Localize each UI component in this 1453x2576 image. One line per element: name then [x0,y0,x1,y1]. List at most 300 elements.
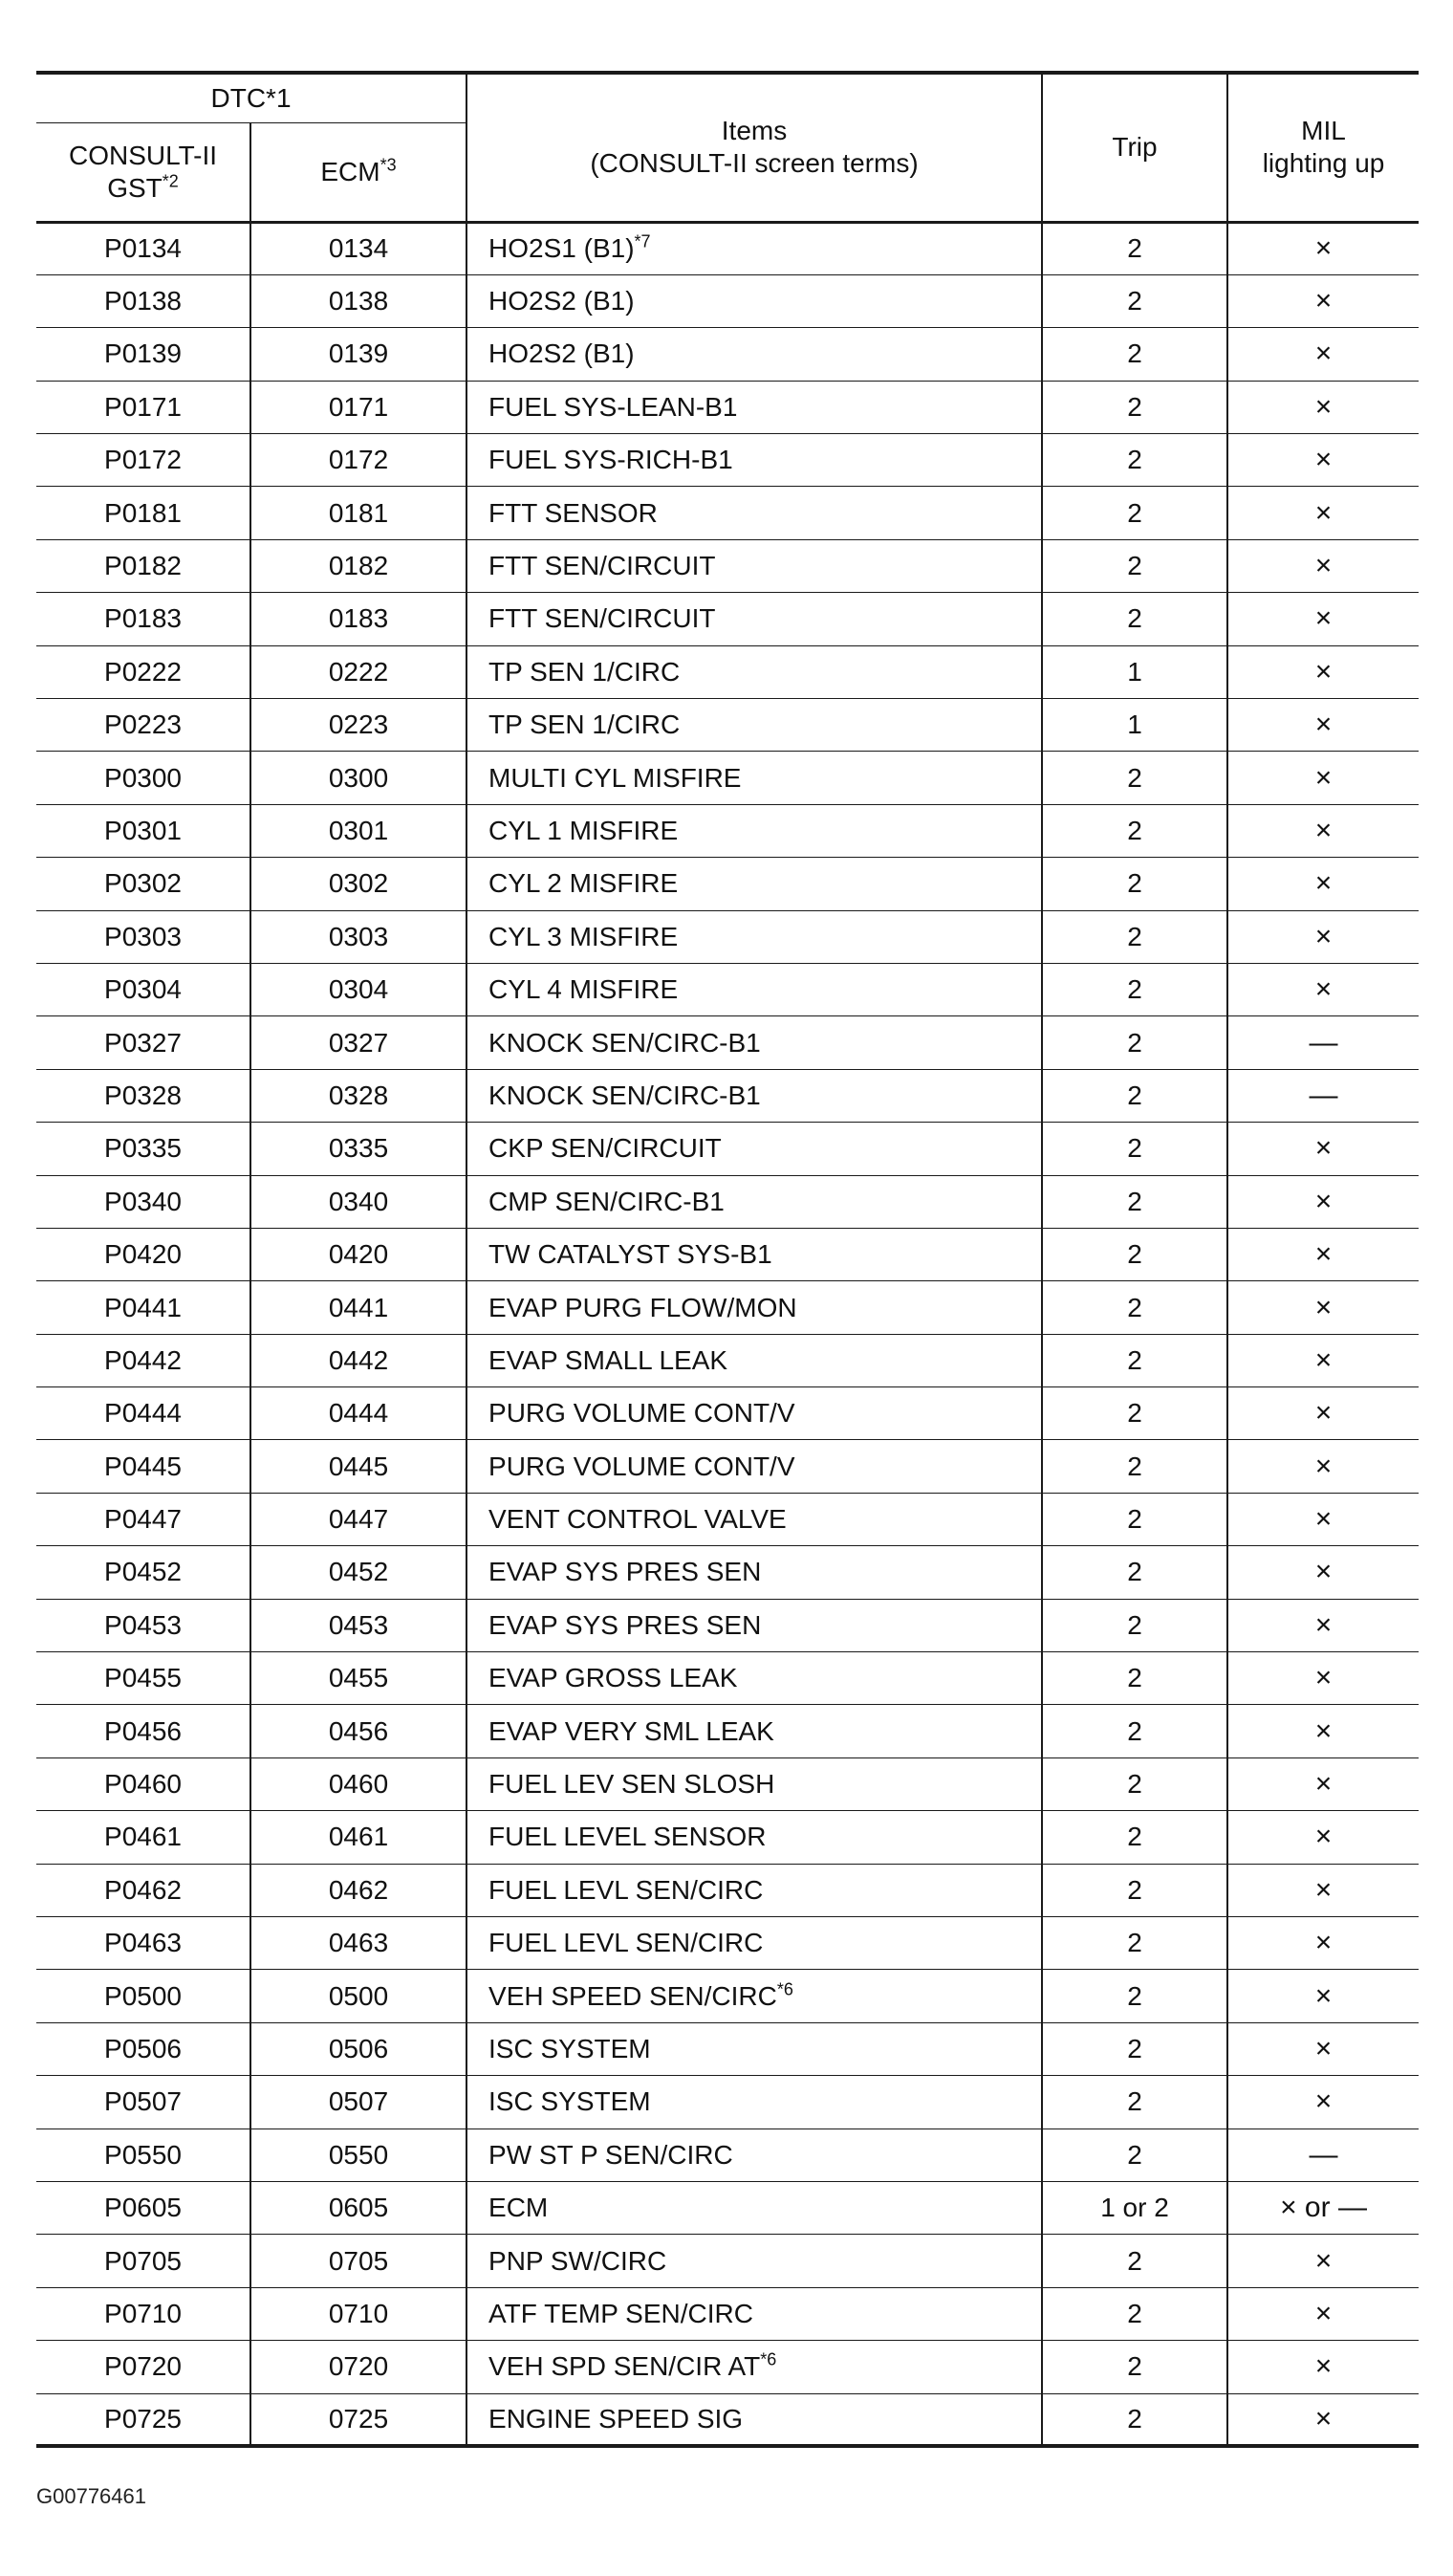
mil-indicator: × [1227,1546,1419,1599]
item-cell [466,274,1042,327]
consult-gst-code: P0506 [36,2022,250,2075]
table-row [36,328,1419,381]
consult-header-footnote: *2 [162,171,179,191]
mil-indicator: × [1227,1652,1419,1705]
mil-indicator: × [1227,963,1419,1015]
ecm-code: 0139 [250,328,466,381]
item-name: PURG VOLUME CONT/V [488,1398,795,1429]
trip-value: 2 [1042,1440,1227,1493]
consult-gst-code: P0420 [36,1228,250,1280]
item-cell [466,1387,1042,1440]
trip-value: 2 [1042,381,1227,433]
ecm-code: 0181 [250,487,466,539]
consult-gst-code: P0550 [36,2128,250,2181]
mil-indicator: × [1227,1864,1419,1916]
ecm-code: 0725 [250,2393,466,2446]
ecm-code: 0420 [250,1228,466,1280]
consult-gst-code: P0441 [36,1281,250,1334]
consult-gst-code: P0181 [36,487,250,539]
item-cell [466,2181,1042,2234]
ecm-code: 0304 [250,963,466,1015]
mil-indicator: × [1227,1970,1419,2022]
figure-code: G00776461 [36,2484,146,2508]
consult-gst-code: P0303 [36,910,250,963]
mil-indicator: × [1227,328,1419,381]
ecm-code: 0134 [250,222,466,274]
table-row [36,1228,1419,1280]
item-name: ATF TEMP SEN/CIRC [488,2298,753,2328]
trip-header: Trip [1042,73,1227,222]
consult-gst-code: P0507 [36,2076,250,2128]
mil-indicator: × [1227,2076,1419,2128]
item-name: FUEL SYS-RICH-B1 [488,445,733,475]
table-row [36,1440,1419,1493]
item-name: VENT CONTROL VALVE [488,1504,787,1535]
table-row [36,858,1419,910]
item-cell [466,1970,1042,2022]
consult-gst-code: P0720 [36,2341,250,2393]
consult-gst-code: P0452 [36,1546,250,1599]
ecm-header-footnote: *3 [380,155,397,175]
item-cell [466,1440,1042,1493]
ecm-code: 0455 [250,1652,466,1705]
table-row [36,1493,1419,1545]
table-row [36,434,1419,487]
table-row [36,2341,1419,2393]
ecm-code: 0223 [250,699,466,752]
ecm-code: 0447 [250,1493,466,1545]
item-cell [466,2235,1042,2287]
item-name: FUEL LEVL SEN/CIRC [488,1928,764,1958]
mil-indicator: × [1227,752,1419,804]
mil-indicator: × [1227,2393,1419,2446]
ecm-code: 0328 [250,1069,466,1122]
item-name: CMP SEN/CIRC-B1 [488,1186,725,1216]
ecm-code: 0452 [250,1546,466,1599]
trip-value: 2 [1042,2022,1227,2075]
table-row [36,2076,1419,2128]
ecm-code: 0462 [250,1864,466,1916]
item-name: FTT SEN/CIRCUIT [488,603,716,634]
table-row [36,645,1419,698]
consult-gst-code: P0461 [36,1811,250,1864]
trip-value: 2 [1042,1175,1227,1228]
ecm-header [250,122,466,222]
consult-gst-code: P0172 [36,434,250,487]
trip-value: 2 [1042,1387,1227,1440]
mil-indicator: × [1227,1123,1419,1175]
ecm-code: 0172 [250,434,466,487]
trip-value: 2 [1042,1917,1227,1970]
ecm-code: 0302 [250,858,466,910]
ecm-code: 0183 [250,593,466,645]
item-cell [466,222,1042,274]
trip-value: 2 [1042,1652,1227,1705]
item-cell [466,804,1042,857]
ecm-header-label: ECM [320,156,380,186]
table-row [36,699,1419,752]
trip-value: 2 [1042,804,1227,857]
item-name: EVAP PURG FLOW/MON [488,1292,797,1322]
ecm-code: 0605 [250,2181,466,2234]
trip-value: 2 [1042,910,1227,963]
mil-indicator: × [1227,645,1419,698]
mil-indicator: × [1227,1705,1419,1757]
item-name: ISC SYSTEM [488,2033,651,2063]
item-name: EVAP SYS PRES SEN [488,1557,762,1587]
trip-value: 2 [1042,858,1227,910]
trip-value: 2 [1042,1228,1227,1280]
ecm-code: 0327 [250,1016,466,1069]
ecm-code: 0301 [250,804,466,857]
consult-gst-code: P0445 [36,1440,250,1493]
item-cell [466,699,1042,752]
consult-gst-code: P0182 [36,539,250,592]
item-cell [466,593,1042,645]
trip-value: 2 [1042,963,1227,1015]
item-name: ENGINE SPEED SIG [488,2403,744,2434]
item-name: EVAP SYS PRES SEN [488,1609,762,1640]
item-cell [466,328,1042,381]
item-name: FUEL LEVL SEN/CIRC [488,1874,764,1905]
table-row [36,274,1419,327]
mil-indicator: × [1227,222,1419,274]
item-cell [466,1917,1042,1970]
item-name: HO2S2 (B1) [488,286,635,317]
item-cell [466,963,1042,1015]
mil-indicator: × [1227,1175,1419,1228]
ecm-code: 0138 [250,274,466,327]
item-name: EVAP GROSS LEAK [488,1663,738,1693]
item-cell [466,1864,1042,1916]
consult-gst-code: P0335 [36,1123,250,1175]
table-row [36,1917,1419,1970]
mil-indicator: × or — [1227,2181,1419,2234]
item-name: CYL 3 MISFIRE [488,921,679,951]
item-name: KNOCK SEN/CIRC-B1 [488,1027,761,1058]
item-cell [466,1334,1042,1386]
trip-value: 2 [1042,1016,1227,1069]
ecm-code: 0171 [250,381,466,433]
consult-gst-code: P0444 [36,1387,250,1440]
table-row [36,804,1419,857]
item-cell [466,1493,1042,1545]
item-name: CYL 2 MISFIRE [488,868,679,899]
item-cell [466,2287,1042,2340]
item-cell [466,752,1042,804]
dtc-group-header: DTC*1 [36,73,466,122]
trip-value: 2 [1042,2341,1227,2393]
table-row [36,1970,1419,2022]
trip-value: 2 [1042,1334,1227,1386]
consult-gst-code: P0138 [36,274,250,327]
table-row [36,1757,1419,1810]
ecm-code: 0445 [250,1440,466,1493]
mil-indicator: × [1227,2341,1419,2393]
mil-indicator: × [1227,910,1419,963]
trip-value: 2 [1042,752,1227,804]
consult-gst-code: P0134 [36,222,250,274]
ecm-code: 0444 [250,1387,466,1440]
trip-value: 2 [1042,1705,1227,1757]
table-row [36,2128,1419,2181]
trip-value: 2 [1042,1970,1227,2022]
mil-indicator: × [1227,1811,1419,1864]
consult-gst-code: P0710 [36,2287,250,2340]
item-cell [466,2022,1042,2075]
consult-header [36,122,250,222]
trip-value: 2 [1042,1811,1227,1864]
item-cell [466,1757,1042,1810]
item-cell [466,2393,1042,2446]
trip-value: 2 [1042,1281,1227,1334]
item-footnote: *6 [776,1979,793,1999]
item-cell [466,2128,1042,2181]
item-name: VEH SPD SEN/CIR AT [488,2351,761,2382]
trip-value: 2 [1042,1069,1227,1122]
table-header [36,73,1419,222]
mil-header-line1: MIL [1301,116,1346,146]
table-row [36,1811,1419,1864]
mil-indicator: × [1227,1228,1419,1280]
table-row [36,381,1419,433]
trip-value: 2 [1042,1123,1227,1175]
mil-indicator: × [1227,381,1419,433]
consult-gst-code: P0453 [36,1599,250,1651]
trip-value: 1 [1042,645,1227,698]
item-name: FTT SEN/CIRCUIT [488,551,716,581]
item-name: FTT SENSOR [488,497,658,528]
trip-value: 2 [1042,2235,1227,2287]
item-name: ECM [488,2193,549,2223]
ecm-code: 0222 [250,645,466,698]
mil-header [1227,73,1419,222]
mil-indicator: × [1227,1387,1419,1440]
table-row [36,963,1419,1015]
item-cell [466,645,1042,698]
mil-header-line2: lighting up [1262,148,1385,179]
consult-gst-code: P0463 [36,1917,250,1970]
consult-gst-code: P0328 [36,1069,250,1122]
item-name: FUEL LEVEL SENSOR [488,1822,767,1852]
consult-header-line1: CONSULT-II [68,140,218,170]
trip-value: 2 [1042,487,1227,539]
consult-gst-code: P0222 [36,645,250,698]
table-row [36,1387,1419,1440]
table-row [36,1281,1419,1334]
item-cell [466,2341,1042,2393]
ecm-code: 0710 [250,2287,466,2340]
consult-gst-code: P0705 [36,2235,250,2287]
trip-value: 2 [1042,328,1227,381]
ecm-code: 0335 [250,1123,466,1175]
consult-gst-code: P0223 [36,699,250,752]
ecm-code: 0441 [250,1281,466,1334]
mil-indicator: × [1227,1440,1419,1493]
trip-value: 2 [1042,274,1227,327]
item-name: TP SEN 1/CIRC [488,709,681,740]
consult-gst-code: P0139 [36,328,250,381]
mil-indicator: × [1227,804,1419,857]
mil-indicator: — [1227,1016,1419,1069]
item-name: EVAP VERY SML LEAK [488,1715,774,1746]
consult-gst-code: P0500 [36,1970,250,2022]
ecm-code: 0720 [250,2341,466,2393]
ecm-code: 0705 [250,2235,466,2287]
table-row [36,1175,1419,1228]
table-row [36,593,1419,645]
mil-indicator: × [1227,487,1419,539]
consult-gst-code: P0300 [36,752,250,804]
consult-gst-code: P0605 [36,2181,250,2234]
ecm-code: 0460 [250,1757,466,1810]
consult-gst-code: P0442 [36,1334,250,1386]
item-name: FUEL SYS-LEAN-B1 [488,391,738,422]
trip-value: 2 [1042,1493,1227,1545]
item-name: ISC SYSTEM [488,2086,651,2117]
table-row [36,1546,1419,1599]
ecm-code: 0300 [250,752,466,804]
item-name: TP SEN 1/CIRC [488,656,681,687]
ecm-code: 0507 [250,2076,466,2128]
ecm-code: 0182 [250,539,466,592]
table-row [36,539,1419,592]
item-name: FUEL LEV SEN SLOSH [488,1769,775,1800]
item-name: VEH SPEED SEN/CIRC [488,1980,777,2011]
table-row [36,2393,1419,2446]
item-cell [466,1281,1042,1334]
table-row [36,222,1419,274]
items-header-line1: Items [721,116,788,146]
mil-indicator: × [1227,1917,1419,1970]
trip-value: 1 [1042,699,1227,752]
ecm-code: 0461 [250,1811,466,1864]
trip-value: 2 [1042,1599,1227,1651]
mil-indicator: × [1227,539,1419,592]
item-cell [466,1705,1042,1757]
items-header-line2: (CONSULT-II screen terms) [590,148,919,179]
item-cell [466,1599,1042,1651]
ecm-code: 0442 [250,1334,466,1386]
table-row [36,1016,1419,1069]
mil-indicator: × [1227,699,1419,752]
mil-indicator: — [1227,1069,1419,1122]
item-name: MULTI CYL MISFIRE [488,762,742,793]
consult-gst-code: P0302 [36,858,250,910]
mil-indicator: × [1227,1757,1419,1810]
ecm-code: 0453 [250,1599,466,1651]
ecm-code: 0463 [250,1917,466,1970]
item-cell [466,858,1042,910]
item-cell [466,1123,1042,1175]
item-name: TW CATALYST SYS-B1 [488,1239,772,1270]
dtc-table [36,71,1419,2448]
table-body [36,222,1419,2446]
item-cell [466,2076,1042,2128]
consult-gst-code: P0301 [36,804,250,857]
item-name: HO2S1 (B1) [488,233,635,264]
mil-indicator: × [1227,274,1419,327]
trip-value: 2 [1042,539,1227,592]
mil-indicator: — [1227,2128,1419,2181]
consult-gst-code: P0340 [36,1175,250,1228]
mil-indicator: × [1227,858,1419,910]
item-cell [466,1016,1042,1069]
mil-indicator: × [1227,1334,1419,1386]
table-row [36,752,1419,804]
trip-value: 2 [1042,593,1227,645]
mil-indicator: × [1227,2022,1419,2075]
item-name: PURG VOLUME CONT/V [488,1451,795,1481]
mil-indicator: × [1227,1281,1419,1334]
trip-value: 2 [1042,2128,1227,2181]
item-cell [466,1175,1042,1228]
item-name: PNP SW/CIRC [488,2245,667,2276]
item-name: CYL 1 MISFIRE [488,815,679,845]
mil-indicator: × [1227,593,1419,645]
trip-value: 2 [1042,1757,1227,1810]
table-row [36,487,1419,539]
item-name: KNOCK SEN/CIRC-B1 [488,1080,761,1110]
ecm-code: 0500 [250,1970,466,2022]
table-row [36,1705,1419,1757]
trip-value: 1 or 2 [1042,2181,1227,2234]
consult-gst-code: P0725 [36,2393,250,2446]
item-cell [466,487,1042,539]
ecm-code: 0506 [250,2022,466,2075]
item-footnote: *7 [634,231,651,251]
ecm-code: 0456 [250,1705,466,1757]
ecm-code: 0303 [250,910,466,963]
ecm-code: 0340 [250,1175,466,1228]
trip-value: 2 [1042,2393,1227,2446]
item-cell [466,434,1042,487]
table-row [36,1599,1419,1651]
item-cell [466,1069,1042,1122]
items-header [466,73,1042,222]
consult-gst-code: P0456 [36,1705,250,1757]
item-name: PW ST P SEN/CIRC [488,2139,733,2170]
mil-indicator: × [1227,1599,1419,1651]
consult-gst-code: P0183 [36,593,250,645]
item-name: CYL 4 MISFIRE [488,974,679,1005]
table-row [36,2022,1419,2075]
item-name: EVAP SMALL LEAK [488,1344,728,1375]
table-row [36,1069,1419,1122]
consult-gst-code: P0447 [36,1493,250,1545]
item-cell [466,539,1042,592]
consult-gst-code: P0455 [36,1652,250,1705]
item-cell [466,1811,1042,1864]
consult-gst-code: P0171 [36,381,250,433]
trip-value: 2 [1042,434,1227,487]
mil-indicator: × [1227,1493,1419,1545]
consult-gst-code: P0327 [36,1016,250,1069]
trip-value: 2 [1042,2287,1227,2340]
item-cell [466,1228,1042,1280]
item-cell [466,1652,1042,1705]
trip-value: 2 [1042,222,1227,274]
consult-gst-code: P0460 [36,1757,250,1810]
item-cell [466,381,1042,433]
item-name: CKP SEN/CIRCUIT [488,1133,722,1164]
table-row [36,1864,1419,1916]
item-name: HO2S2 (B1) [488,338,635,369]
table-row [36,2181,1419,2234]
item-cell [466,910,1042,963]
mil-indicator: × [1227,434,1419,487]
trip-value: 2 [1042,1546,1227,1599]
